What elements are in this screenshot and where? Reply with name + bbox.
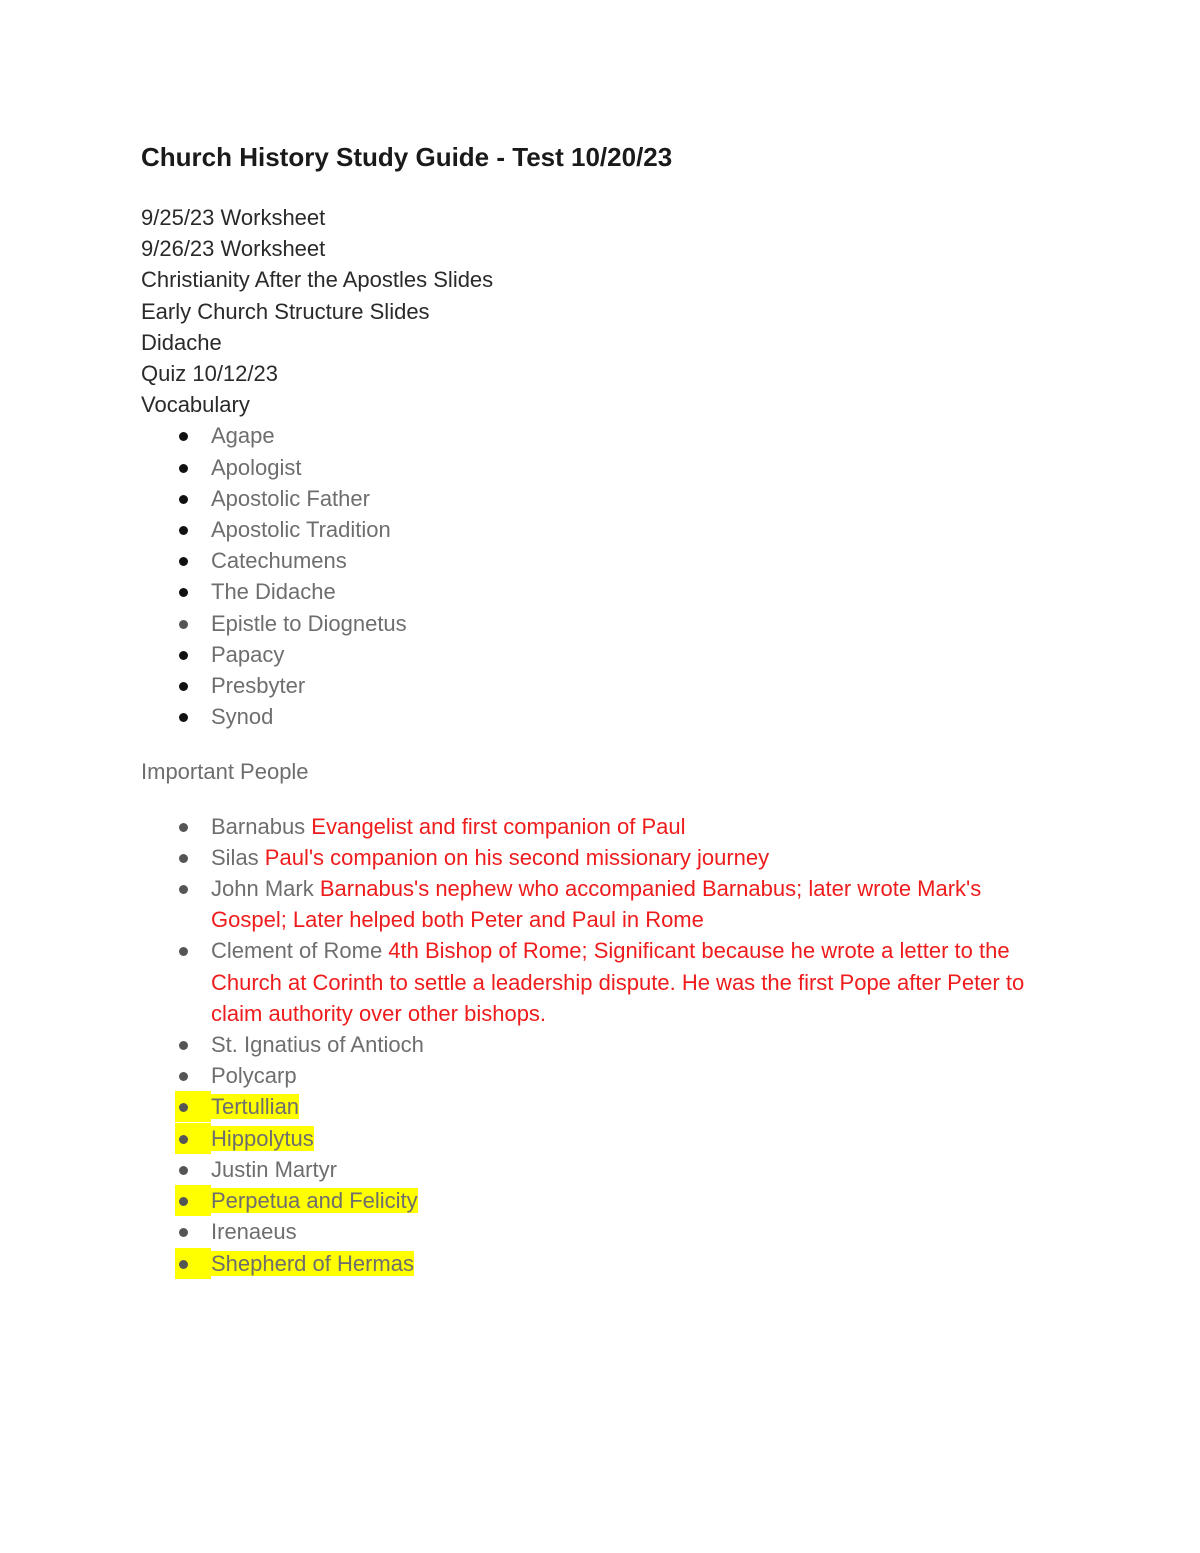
person-name: Clement of Rome <box>211 938 383 964</box>
person-note: 4th Bishop of Rome; Significant because he wrote a letter to the Church at Corinth to settle a leadership dispute. He was the first Pope after Peter to claim authority over other bishops. <box>211 938 1025 1026</box>
bullet-icon <box>179 885 188 894</box>
material-item: Christianity After the Apostles Slides <box>141 267 494 293</box>
document-title: Church History Study Guide - Test 10/20/23 <box>141 142 673 172</box>
bullet-icon <box>179 1041 188 1050</box>
bullet-icon <box>179 588 188 597</box>
vocabulary-item <box>141 452 1061 483</box>
person-item <box>141 873 1061 935</box>
people-heading: Important People <box>141 759 309 785</box>
person-name: Polycarp <box>211 1063 297 1089</box>
vocabulary-heading: Vocabulary <box>141 392 250 418</box>
person-note: Evangelist and first companion of Paul <box>305 813 686 839</box>
vocabulary-item <box>141 420 1061 451</box>
person-note: Paul's companion on his second missionary journey <box>258 844 770 870</box>
bullet-icon <box>179 854 188 863</box>
vocabulary-item <box>141 608 1061 639</box>
person-name: Tertullian <box>211 1094 300 1120</box>
person-item-highlighted <box>141 1091 1061 1122</box>
vocabulary-item <box>141 514 1061 545</box>
vocabulary-item <box>141 701 1061 732</box>
person-name: Shepherd of Hermas <box>211 1250 414 1276</box>
person-item <box>141 935 1061 1029</box>
vocabulary-term: Apostolic Tradition <box>211 517 391 543</box>
bullet-icon <box>179 651 188 660</box>
vocabulary-list <box>141 420 1061 732</box>
vocabulary-item <box>141 545 1061 576</box>
bullet-icon <box>179 713 188 722</box>
bullet-icon <box>179 1072 188 1081</box>
bullet-icon <box>179 620 188 629</box>
vocabulary-item <box>141 639 1061 670</box>
vocabulary-item <box>141 670 1061 701</box>
person-name: Hippolytus <box>211 1125 314 1151</box>
person-item-highlighted <box>141 1248 1061 1279</box>
person-name: Perpetua and Felicity <box>211 1188 418 1214</box>
person-name: St. Ignatius of Antioch <box>211 1032 424 1058</box>
vocabulary-term: Synod <box>211 704 274 730</box>
person-note: Barnabus's nephew who accompanied Barnabus; later wrote Mark's Gospel; Later helped both Peter and Paul in Rome <box>211 876 982 933</box>
material-item: 9/25/23 Worksheet <box>141 205 326 230</box>
person-item-highlighted <box>141 1123 1061 1154</box>
person-item <box>141 811 1061 842</box>
vocabulary-term: The Didache <box>211 579 336 605</box>
bullet-icon <box>179 1260 188 1269</box>
material-item: Didache <box>141 329 222 355</box>
bullet-icon <box>179 526 188 535</box>
person-name: Barnabus <box>211 813 306 839</box>
vocabulary-item <box>141 576 1061 607</box>
vocabulary-term: Agape <box>211 423 275 449</box>
bullet-icon <box>179 682 188 691</box>
vocabulary-term: Presbyter <box>211 673 306 699</box>
person-item <box>141 1029 1061 1060</box>
material-item: Quiz 10/12/23 <box>141 361 278 387</box>
bullet-icon <box>179 557 188 566</box>
person-name: John Mark <box>211 876 314 902</box>
material-item: 9/26/23 Worksheet <box>141 236 326 262</box>
person-item <box>141 1216 1061 1247</box>
person-item <box>141 842 1061 873</box>
person-item <box>141 1154 1061 1185</box>
bullet-icon <box>179 464 188 473</box>
person-item <box>141 1060 1061 1091</box>
bullet-icon <box>179 823 188 832</box>
document-page <box>141 138 1061 1279</box>
person-name: Silas <box>211 844 259 870</box>
bullet-icon <box>179 947 188 956</box>
vocabulary-term: Papacy <box>211 641 285 667</box>
bullet-icon <box>179 432 188 441</box>
materials-list <box>141 202 1061 420</box>
person-item-highlighted <box>141 1185 1061 1216</box>
vocabulary-item <box>141 483 1061 514</box>
bullet-icon <box>179 1228 188 1237</box>
person-name: Justin Martyr <box>211 1156 337 1182</box>
vocabulary-term: Apostolic Father <box>211 485 370 511</box>
bullet-icon <box>179 1166 188 1175</box>
material-item: Early Church Structure Slides <box>141 298 430 324</box>
vocabulary-term: Epistle to Diognetus <box>211 610 407 636</box>
vocabulary-term: Apologist <box>211 454 302 480</box>
person-name: Irenaeus <box>211 1219 297 1245</box>
bullet-icon <box>179 1135 188 1144</box>
people-list <box>141 811 1061 1279</box>
bullet-icon <box>179 495 188 504</box>
vocabulary-term: Catechumens <box>211 548 347 574</box>
